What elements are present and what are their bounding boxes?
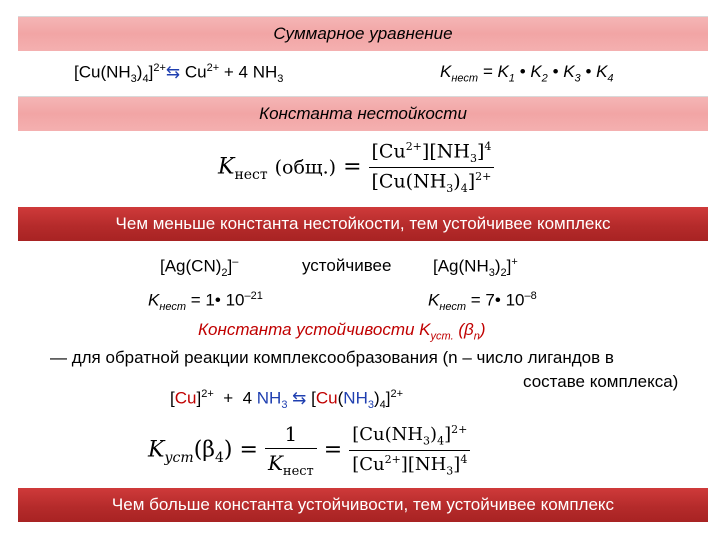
fraction-numerator <box>349 423 470 451</box>
k-sub: нест <box>451 72 479 85</box>
dot: • <box>580 62 597 81</box>
term-sup: 2+ <box>451 423 468 437</box>
term-pow: 4 <box>460 453 468 466</box>
beta-sub: 4 <box>215 449 224 466</box>
eq-text: [Cu(NH <box>74 62 131 82</box>
title-text: ) <box>479 320 486 339</box>
k-sub: 1 <box>508 72 515 85</box>
description-line-1 <box>50 348 614 368</box>
k-sub: 3 <box>574 72 581 85</box>
equilibrium-arrow-icon: ⇆ <box>292 388 307 408</box>
k-symbol: K <box>428 290 440 310</box>
paren: ) <box>223 437 233 463</box>
equals-sign: = <box>239 437 258 463</box>
term-sup: 2+ <box>405 140 422 153</box>
eq-text: = <box>478 62 498 81</box>
k-symbol: K <box>148 437 165 463</box>
ammonia: NH <box>256 388 282 408</box>
fraction <box>369 140 495 195</box>
fraction-denominator <box>265 449 317 479</box>
stability-constant-formula <box>148 422 470 479</box>
eq-sub: 4 <box>142 73 149 86</box>
term: [Cu <box>371 140 406 163</box>
k-exponent: –21 <box>244 290 263 302</box>
bracket: [ <box>311 388 316 408</box>
k-sub: нест <box>159 301 187 314</box>
term-sup: 2+ <box>384 453 401 466</box>
formula-sup: – <box>232 256 239 268</box>
formula-sub: 3 <box>488 267 495 280</box>
k-value: = 7• 10 <box>466 290 525 310</box>
fraction-numerator <box>369 140 495 168</box>
equals-sign: = <box>323 437 343 463</box>
eq-sup: 2+ <box>206 62 220 74</box>
ion-charge: 2+ <box>201 388 214 400</box>
eq-sup: 2+ <box>153 62 166 74</box>
term: ] <box>467 170 476 193</box>
term: ] <box>453 454 461 475</box>
k-symbol: K <box>440 62 452 81</box>
dissociation-equation <box>74 62 283 85</box>
term: ) <box>453 170 461 193</box>
formula-sub: 2 <box>221 267 228 280</box>
k-symbol: K <box>267 451 283 475</box>
title-text: Константа устойчивости K <box>198 320 431 339</box>
instability-constant-formula <box>218 140 494 195</box>
k-symbol: K <box>148 290 160 310</box>
term-sup: 2+ <box>475 170 492 184</box>
title-sub: n <box>473 330 480 343</box>
complex-formation-equation: $[Cu]^{2+} + 4$ $NH_3$ ⇆ $[Cu(NH_3)_4]^{2+}$ <box>170 388 404 412</box>
title-text: (β <box>453 320 474 339</box>
k-instability-value-left <box>148 290 263 313</box>
formula-text: [Ag(NH <box>433 256 489 276</box>
term: ][NH <box>421 140 470 163</box>
description-text: составе комплекса) <box>523 372 679 391</box>
rule-text-instability: Чем меньше константа нестойкости, тем устойчивее комплекс <box>115 214 611 233</box>
fraction-denominator <box>349 451 470 478</box>
rule-band-instability <box>18 207 708 241</box>
term: ] <box>444 424 452 446</box>
eq-text: + 4 NH <box>219 62 278 82</box>
eq-sub: 3 <box>130 73 137 86</box>
formula-text: ) <box>494 256 501 276</box>
k-sub: 2 <box>541 72 548 85</box>
comparison-label: устойчивее <box>302 256 392 275</box>
header-band-summary <box>18 16 708 51</box>
term-sub: 4 <box>437 435 445 448</box>
rule-band-stability <box>18 488 708 522</box>
band-title-summary: Суммарное уравнение <box>273 24 453 43</box>
fraction-numerator: 1 <box>265 422 317 449</box>
ammonia: NH <box>343 388 368 408</box>
description-text: — для обратной реакции комплексообразования (n – число лигандов в <box>50 348 614 367</box>
term-sub: 4 <box>460 182 468 196</box>
formula-text: ] <box>227 256 233 276</box>
term-sub: 3 <box>446 182 454 196</box>
equilibrium-arrow-icon: ⇆ <box>165 62 181 82</box>
term: [Cu <box>352 454 385 475</box>
beta-symbol: (β <box>193 437 215 463</box>
ammonia-sub: 3 <box>367 399 374 412</box>
eq-text: Cu <box>180 62 207 82</box>
fraction-denominator <box>369 168 495 195</box>
dot: • <box>547 62 564 81</box>
cu-ion: Cu <box>315 388 338 408</box>
ion-charge: 2+ <box>390 388 404 400</box>
band-title-instability: Константа нестойкости <box>259 104 467 123</box>
constant-product-equation <box>440 62 614 84</box>
k-symbol: K <box>530 62 542 81</box>
complex-diammineargentate <box>433 256 518 279</box>
term-sub: 3 <box>423 435 431 448</box>
term-sub: 3 <box>469 152 477 166</box>
k-symbol: K <box>563 62 575 81</box>
title-sub: уст. <box>430 330 454 343</box>
k-sub: нест <box>282 464 314 479</box>
term: ) <box>430 424 438 446</box>
term-pow: 4 <box>484 140 492 153</box>
rule-text-stability: Чем больше константа устойчивости, тем устойчивее комплекс <box>111 495 615 514</box>
bracket: ] <box>385 388 391 408</box>
complex-dicyanoargentate <box>160 256 238 279</box>
eq-sub: 3 <box>277 73 284 86</box>
ligand-count-sub: 4 <box>379 399 386 412</box>
cu-ion: Cu <box>174 388 197 408</box>
stability-constant-title <box>198 320 486 342</box>
dot: • <box>514 62 531 81</box>
k-sub: 4 <box>607 72 614 85</box>
k-exponent: –8 <box>524 290 537 302</box>
formula-text: [Ag(CN) <box>160 256 222 276</box>
term: ] <box>476 140 485 163</box>
term: ][NH <box>400 454 447 475</box>
eq-text: ] <box>148 62 154 82</box>
eq-text: ) <box>136 62 143 82</box>
bracket: ( <box>337 388 344 408</box>
term: [Cu(NH <box>371 170 447 193</box>
general-label: (общ.) <box>274 156 337 179</box>
plus-text: + 4 <box>213 388 257 408</box>
k-instability-value-right <box>428 290 537 313</box>
description-line-2 <box>523 372 678 392</box>
formula-text: ] <box>506 256 512 276</box>
equals-sign: = <box>343 154 362 180</box>
ammonia-sub: 3 <box>281 399 288 412</box>
formula-sub: 2 <box>500 267 507 280</box>
bracket: ) <box>373 388 380 408</box>
header-band-instability <box>18 96 708 131</box>
comparison-word <box>302 256 391 276</box>
reciprocal-fraction <box>265 422 317 479</box>
k-sub: нест <box>439 301 467 314</box>
concentration-fraction <box>349 423 470 477</box>
k-symbol: K <box>497 62 509 81</box>
formula-sup: + <box>511 256 518 268</box>
k-sub: уст <box>164 449 194 466</box>
k-symbol: K <box>218 154 235 180</box>
k-sub: нест <box>234 167 268 184</box>
term-sub: 3 <box>446 464 454 478</box>
term: [Cu(NH <box>352 424 424 446</box>
k-value: = 1• 10 <box>186 290 245 310</box>
k-symbol: K <box>596 62 608 81</box>
